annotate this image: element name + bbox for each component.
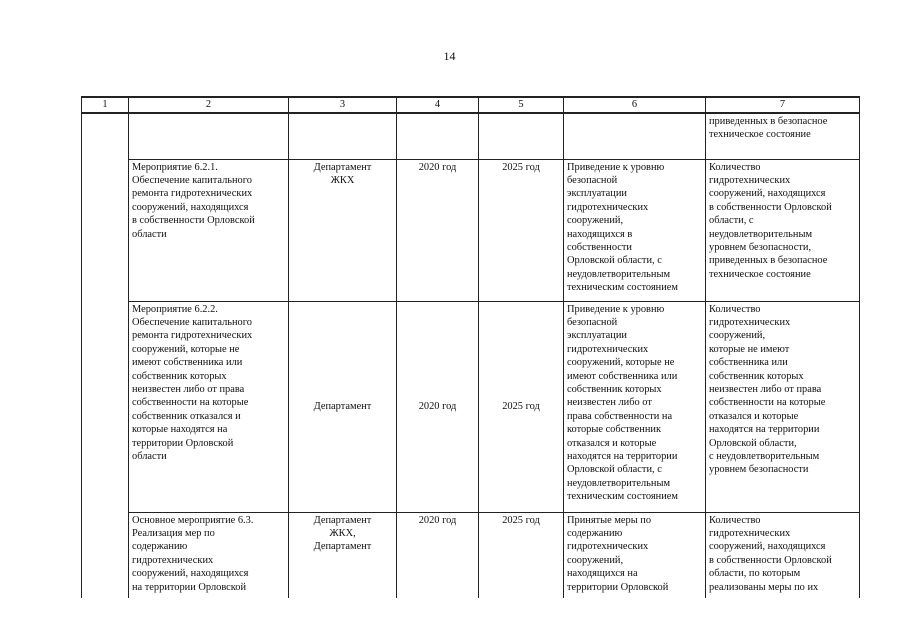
column-header-2: 2: [129, 97, 289, 113]
cell-indicator: Количество гидротехнических сооружений, которые не имеют собственника или собственник которых неизвестен либо от права собственности на которые отказался и которые находятся на территории Орловской области, с неудовлетворительным уровнем безопасности: [706, 301, 860, 512]
cell-end-year: [479, 113, 564, 159]
table-row: [82, 301, 860, 512]
cell-executor: [289, 113, 397, 159]
table-row: [82, 113, 860, 159]
table-header-row: [82, 97, 860, 113]
program-measures-table: [81, 96, 860, 598]
column-header-6: 6: [564, 97, 706, 113]
column-header-7: 7: [706, 97, 860, 113]
cell-indicator: Количество гидротехнических сооружений, находящихся в собственности Орловской области, по которым реализованы меры по их: [706, 512, 860, 598]
cell-measure: Основное мероприятие 6.3. Реализация мер по содержанию гидротехнических сооружений, находящихся на территории Орловской: [129, 512, 289, 598]
cell-expected-result: [564, 113, 706, 159]
cell-expected-result: Принятые меры по содержанию гидротехнических сооружений, находящихся на территории Орловской: [564, 512, 706, 598]
table-row: [82, 159, 860, 301]
column-header-1: 1: [82, 97, 129, 113]
cell-executor: Департамент ЖКХ: [289, 159, 397, 301]
cell-end-year: 2025 год: [479, 159, 564, 301]
table-row: [82, 512, 860, 598]
cell-expected-result: Приведение к уровню безопасной эксплуатации гидротехнических сооружений, которые не имеют собственника или собственник которых неизвестен либо от права собственности на которые собственник отказался и которые находятся на территории Орловской области, с неудовлетворительным техническим состоянием: [564, 301, 706, 512]
page-number: 14: [443, 49, 456, 63]
column-header-3: 3: [289, 97, 397, 113]
cell-col1-merged: [82, 113, 129, 598]
cell-indicator: Количество гидротехнических сооружений, находящихся в собственности Орловской области, с неудовлетворительным уровнем безопасности, приведенных в безопасное техническое состояние: [706, 159, 860, 301]
cell-measure: Мероприятие 6.2.2. Обеспечение капитального ремонта гидротехнических сооружений, которые не имеют собственника или собственник которых неизвестен либо от права собственности на которые собственник отказался и которые находятся на территории Орловской области: [129, 301, 289, 512]
cell-end-year: 2025 год: [479, 512, 564, 598]
cell-executor: Департамент ЖКХ, Департамент: [289, 512, 397, 598]
cell-measure: [129, 113, 289, 159]
cell-measure: Мероприятие 6.2.1. Обеспечение капитального ремонта гидротехнических сооружений, находящихся в собственности Орловской области: [129, 159, 289, 301]
cell-end-year: 2025 год: [479, 301, 564, 512]
cell-expected-result: Приведение к уровню безопасной эксплуатации гидротехнических сооружений, находящихся в собственности Орловской области, с неудовлетворительным техническим состоянием: [564, 159, 706, 301]
cell-start-year: [397, 113, 479, 159]
cell-start-year: 2020 год: [397, 159, 479, 301]
column-header-4: 4: [397, 97, 479, 113]
cell-start-year: 2020 год: [397, 301, 479, 512]
cell-indicator: приведенных в безопасное техническое состояние: [706, 113, 860, 159]
cell-start-year: 2020 год: [397, 512, 479, 598]
column-header-5: 5: [479, 97, 564, 113]
cell-executor: Департамент: [289, 301, 397, 512]
